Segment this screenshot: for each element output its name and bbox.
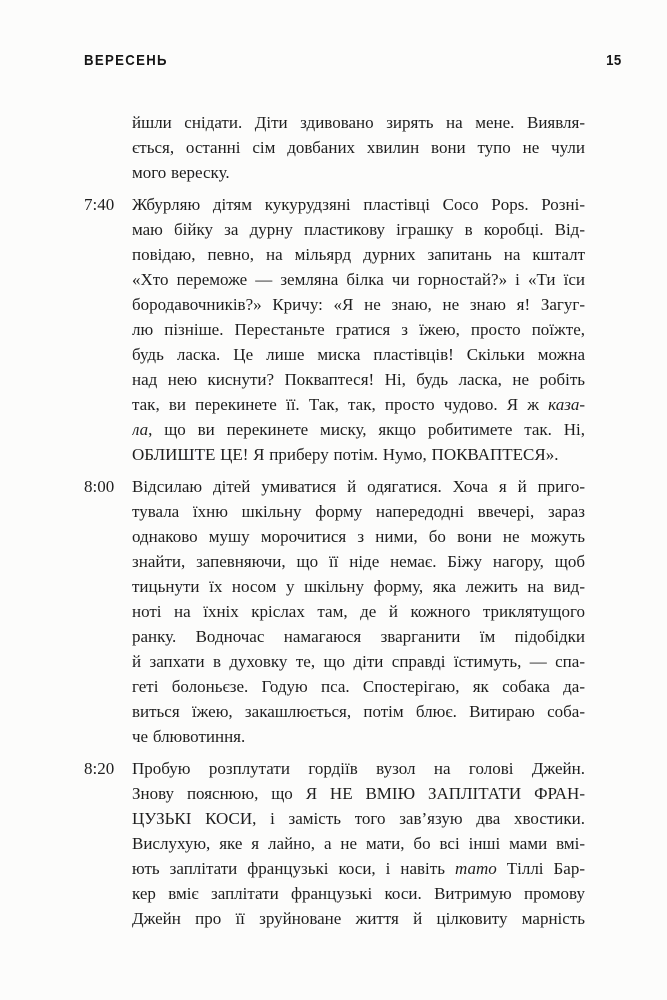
text-segment: знайти, запевняючи, що її ніде немає. Біжу нагору, щоб — [132, 552, 585, 571]
text-line — [132, 192, 585, 217]
diary-entry — [84, 474, 585, 749]
text-line — [132, 781, 585, 806]
running-header-title: ВЕРЕСЕНЬ — [84, 52, 168, 69]
text-segment: «Хто переможе — земляна білка чи горностай?» і «Ти їси — [132, 270, 585, 289]
text-segment: Тіллі Бар- — [496, 859, 585, 878]
text-line — [132, 135, 585, 160]
entry-time-label: 8:00 — [84, 477, 115, 496]
text-line — [132, 317, 585, 342]
text-line — [132, 499, 585, 524]
text-line — [132, 806, 585, 831]
text-line — [132, 674, 585, 699]
italic-text: тато — [454, 859, 497, 878]
text-line — [132, 110, 585, 135]
text-line — [132, 574, 585, 599]
text-segment: ранку. Водночас намагаюся зварганити їм підобідки — [132, 627, 585, 646]
text-line — [132, 831, 585, 856]
text-line — [132, 160, 585, 185]
text-segment: Знову пояснюю, що Я НЕ ВМІЮ ЗАПЛІТАТИ ФРАН- — [132, 784, 585, 803]
text-segment: повідаю, певно, на мільярд дурних запитань на кшталт — [132, 245, 585, 264]
text-segment: будь ласка. Це лише миска пластівців! Скільки можна — [132, 345, 585, 364]
text-line — [132, 417, 585, 442]
text-segment: , що ви перекинете миску, якщо робитимете так. Ні, — [148, 420, 585, 439]
text-line — [132, 442, 585, 467]
entry-time-label: 8:20 — [84, 759, 115, 778]
text-line — [132, 756, 585, 781]
text-line — [132, 599, 585, 624]
text-segment: ється, останні сім довбаних хвилин вони тупо не чули — [132, 138, 585, 157]
text-line — [132, 292, 585, 317]
text-segment: Пробую розплутати гордіїв вузол на голові Джейн. — [132, 759, 585, 778]
text-line — [132, 342, 585, 367]
text-segment: ЦУЗЬКІ КОСИ, і замість того зав’язую два хвостики. — [132, 809, 585, 828]
text-segment: тувала їхню шкільну форму напередодні ввечері, зараз — [132, 502, 585, 521]
text-segment: й запхати в духовку те, що діти справді їстимуть, — спа- — [132, 652, 585, 671]
entry-time-label: 7:40 — [84, 195, 115, 214]
entry-text — [132, 474, 585, 749]
page-header — [84, 52, 622, 69]
text-line — [132, 392, 585, 417]
text-line — [132, 474, 585, 499]
text-segment: ють заплітати французькі коси, і навіть — [132, 859, 455, 878]
text-segment: ОБЛИШТЕ ЦЕ! Я приберу потім. Нумо, ПОКВАПТЕСЯ». — [132, 445, 559, 464]
text-line — [132, 649, 585, 674]
text-line — [132, 724, 585, 749]
text-line — [132, 524, 585, 549]
text-segment: мого вереску. — [132, 163, 230, 182]
text-line — [132, 267, 585, 292]
text-segment: геті болоньєзе. Годую пса. Спостерігаю, як собака да- — [132, 677, 585, 696]
entry-text — [132, 192, 585, 467]
italic-text: ла — [132, 420, 149, 439]
text-segment: над нею киснути? Покваптеся! Ні, будь ласка, не робіть — [132, 370, 585, 389]
entry-text — [132, 756, 585, 931]
italic-text: каза- — [548, 395, 585, 414]
diary-entry — [84, 192, 585, 467]
text-segment: лю пізніше. Перестаньте гратися з їжею, просто поїжте, — [132, 320, 585, 339]
text-line — [132, 856, 585, 881]
text-segment: ноті на їхніх кріслах там, де й кожного триклятущого — [132, 602, 585, 621]
entry-time-label — [84, 110, 132, 185]
diary-entry — [84, 110, 585, 185]
text-segment: йшли снідати. Діти здивовано зирять на мене. Виявля- — [132, 113, 585, 132]
text-segment: Джейн про її зруйноване життя й цілковиту марність — [132, 909, 585, 928]
text-line — [132, 549, 585, 574]
text-segment: Жбурляю дітям кукурудзяні пластівці Coco Pops. Розні- — [132, 195, 585, 214]
diary-entry — [84, 756, 585, 931]
text-segment: однаково мушу морочитися з ними, бо вони не можуть — [132, 527, 585, 546]
diary-entries — [84, 110, 585, 931]
text-line — [132, 242, 585, 267]
text-segment: так, ви перекинете її. Так, так, просто чудово. Я ж — [132, 395, 549, 414]
text-line — [132, 906, 585, 931]
text-line — [132, 881, 585, 906]
text-segment: Вислухую, яке я лайно, а не мати, бо всі інші мами вмі- — [132, 834, 585, 853]
text-segment: че блювотиння. — [132, 727, 246, 746]
text-segment: кер вміє заплітати французькі коси. Витримую промову — [132, 884, 585, 903]
text-segment: тицьнути їх носом у шкільну форму, яка лежить на вид- — [132, 577, 585, 596]
entry-text — [132, 110, 585, 185]
text-line — [132, 699, 585, 724]
text-line — [132, 367, 585, 392]
text-segment: виться їжею, закашлюється, потім блює. Витираю соба- — [132, 702, 585, 721]
text-segment: Відсилаю дітей умиватися й одягатися. Хоча я й приго- — [132, 477, 585, 496]
page-number: 15 — [606, 52, 622, 69]
text-line — [132, 624, 585, 649]
text-segment: маю бійку за дурну пластикову іграшку в коробці. Від- — [132, 220, 585, 239]
text-segment: бородавочників?» Кричу: «Я не знаю, не знаю я! Загуг- — [132, 295, 585, 314]
text-line — [132, 217, 585, 242]
